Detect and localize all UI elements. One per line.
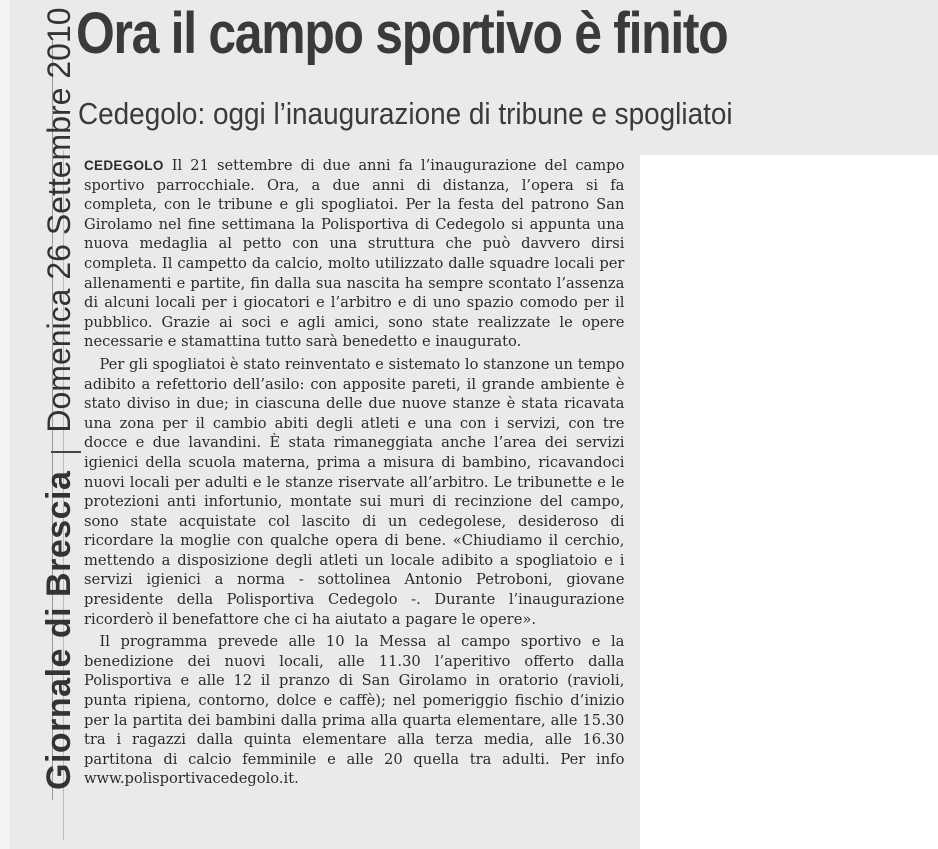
headline: Ora il campo sportivo è finito [76,1,728,66]
dateline: CEDEGOLO [84,157,164,173]
article-paragraph: Per gli spogliatoi è stato reinventato e sistemato lo stanzone un tempo adibito a refettorio dell’asilo: con apposite pareti, il grande ambiente è stato diviso in due; in ciascuna delle due nuove stanze è stata ricavata una zona per il cambio abiti degli atleti e una con i servizi, con tre docce e due lavandini. È stata rimaneggiata anche l’area dei servizi igienici della scuola materna, prima a misura di bambino, ricavandoci nuovi locali per adulti e le stanze riservate all’arbitro. Le tribunette e le protezioni anti infortunio, montate sui muri di recinzione del campo, sono state acquistate col lascito di un cedegolese, desideroso di ricordare la moglie con qualche opera di bene. «Chiudiamo il cerchio, mettendo a disposizione degli atleti un locale adibito a spogliatoio e i servizi igienici a norma - sottolinea Antonio Petroboni, giovane presidente della Polisportiva Cedegolo -. Durante l’inaugurazione ricorderò il benefattore che ci ha aiutato a pagare le opere». [84,354,625,628]
blank-area [640,155,938,849]
issue-date: Domenica 26 Settembre 2010 [41,7,77,433]
scan-margin [0,0,10,849]
paper-name: Giornale di Brescia [40,470,78,790]
article-paragraph [84,156,624,352]
masthead-separator [51,451,81,453]
paragraph-text: Il 21 settembre di due anni fa l’inaugurazione del campo sportivo parrocchiale. Ora, a due anni di distanza, l’opera si fa completa, con le tribune e gli spogliatoi. Per la festa del patrono San Girolamo nel fine settimana la Polisportiva di Cedegolo si appunta una nuova medaglia al petto con una struttura che può davvero dirsi completa. Il campetto da calcio, molto utilizzato dalle squadre locali per allenamenti e partite, fin dalla sua nascita ha sempre scontato l’assenza di alcuni locali per i giocatori e l’arbitro e di uno spazio comodo per il pubblico. Grazie ai soci e agli amici, sono state realizzate le opere necessarie e stamattina tutto sarà benedetto e inaugurato. [84,156,625,351]
subheadline: Cedegolo: oggi l’inaugurazione di tribune e spogliatoi [78,96,733,131]
article-body [84,156,624,792]
masthead [40,7,81,790]
article-paragraph: Il programma prevede alle 10 la Messa al campo sportivo e la benedizione dei nuovi locali, alle 11.30 l’aperitivo offerto dalla Polisportiva e alle 12 il pranzo di San Girolamo in oratorio (ravioli, punta ripiena, contorno, dolce e caffè); nel pomeriggio fischio d’inizio per la partita dei bambini dalla prima alla quarta elementare, alle 15.30 tra i ragazzi dalla quinta elementare alla terza media, alle 16.30 partitona di calcio femminile e alle 20 quella tra adulti. Per info www.polisportivacedegolo.it. [84,632,625,788]
